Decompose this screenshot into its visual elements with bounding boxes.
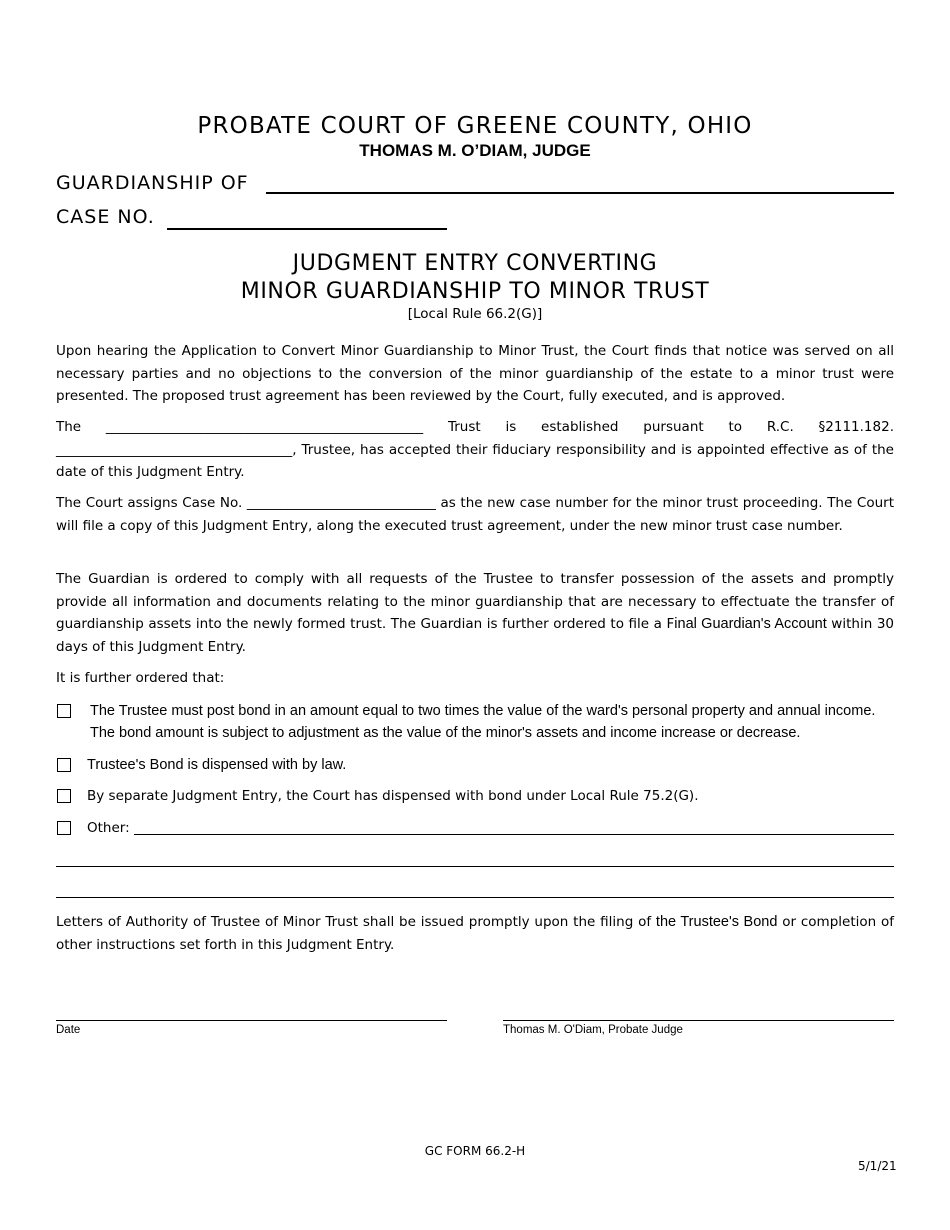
local-rule-reference: [Local Rule 66.2(G)] xyxy=(407,306,543,322)
bond-double-value-option-text: The Trustee must post bond in an amount equal to two times the value of the ward's personal property and annual income. The bond amount is subject to adjustment as the value of the minor's assets and income increase or decrease. xyxy=(90,703,876,741)
other-option-label: Other: xyxy=(87,820,130,836)
trust-established-paragraph: The _______________________________________________ Trust is established pursuant to R.C. §2111.182. ___________________________________, Trustee, has accepted their fiduciary responsibility and is appointed effective as of the date of this Judgment Entry. xyxy=(56,419,894,480)
case-assignment-paragraph: The Court assigns Case No. ____________________________ as the new case number for the minor trust proceeding. The Court will file a copy of this Judgment Entry, along the executed trust agreement, under the new minor trust case number. xyxy=(56,495,894,534)
bond-separate-entry-option-text: By separate Judgment Entry, the Court has dispensed with bond under Local Rule 75.2(G). xyxy=(87,788,699,804)
other-option-field-line3[interactable] xyxy=(56,897,894,898)
bond-dispensed-by-law-option-text: Trustee's Bond is dispensed with by law. xyxy=(87,757,347,773)
revision-date: 5/1/21 xyxy=(858,1159,897,1173)
date-signature-line[interactable] xyxy=(56,1020,447,1021)
trustee-bond-text: the Trustee's Bond xyxy=(655,914,778,930)
judge-signature-line[interactable] xyxy=(503,1020,894,1021)
document-title-line2: MINOR GUARDIANSHIP TO MINOR TRUST xyxy=(240,279,710,304)
further-ordered-text: It is further ordered that: xyxy=(56,670,225,686)
letters-end: or completion of other instructions set forth in this Judgment Entry. xyxy=(56,914,894,953)
guardianship-of-field[interactable] xyxy=(266,192,894,194)
bond-dispensed-by-law-checkbox[interactable] xyxy=(57,758,71,772)
guardian-order-end: within 30 days of this Judgment Entry. xyxy=(56,616,895,655)
letters-text: Letters of Authority of Trustee of Minor Trust shall be issued promptly upon the filing of xyxy=(56,914,656,930)
judge-signature-label: Thomas M. O'Diam, Probate Judge xyxy=(503,1024,683,1036)
bond-double-value-checkbox[interactable] xyxy=(57,704,71,718)
case-no-field[interactable] xyxy=(167,228,447,230)
guardian-order-text: The Guardian is ordered to comply with all requests of the Trustee to transfer possession of the assets and promptly provide all information and documents relating to the minor guardianship that are necessary to effectuate the transfer of guardianship assets into the newly formed trust. The Guardian is further ordered to file a F xyxy=(56,571,894,632)
guardianship-of-label: GUARDIANSHIP OF xyxy=(56,172,249,194)
final-account-text: inal Guardian's Account xyxy=(674,616,827,632)
bond-separate-entry-checkbox[interactable] xyxy=(57,789,71,803)
document-title-line1: JUDGMENT ENTRY CONVERTING xyxy=(292,251,658,276)
court-title: PROBATE COURT OF GREENE COUNTY, OHIO xyxy=(197,113,753,139)
findings-paragraph: Upon hearing the Application to Convert Minor Guardianship to Minor Trust, the Court finds that notice was served on all necessary parties and no objections to the conversion of the minor guardianship of the estate to a minor trust were presented. The proposed trust agreement has been reviewed by the Court, fully executed, and is approved. xyxy=(56,343,894,404)
other-option-checkbox[interactable] xyxy=(57,821,71,835)
guardian-order-paragraph xyxy=(56,568,894,658)
judge-name: THOMAS M. O’DIAM, JUDGE xyxy=(359,141,591,160)
date-label: Date xyxy=(56,1024,81,1036)
other-option-field-line2[interactable] xyxy=(56,866,894,867)
case-no-label: CASE NO. xyxy=(56,206,155,228)
other-option-field-line1[interactable] xyxy=(134,834,894,835)
letters-of-authority-paragraph xyxy=(56,911,894,956)
form-identifier: GC FORM 66.2-H xyxy=(424,1144,526,1158)
